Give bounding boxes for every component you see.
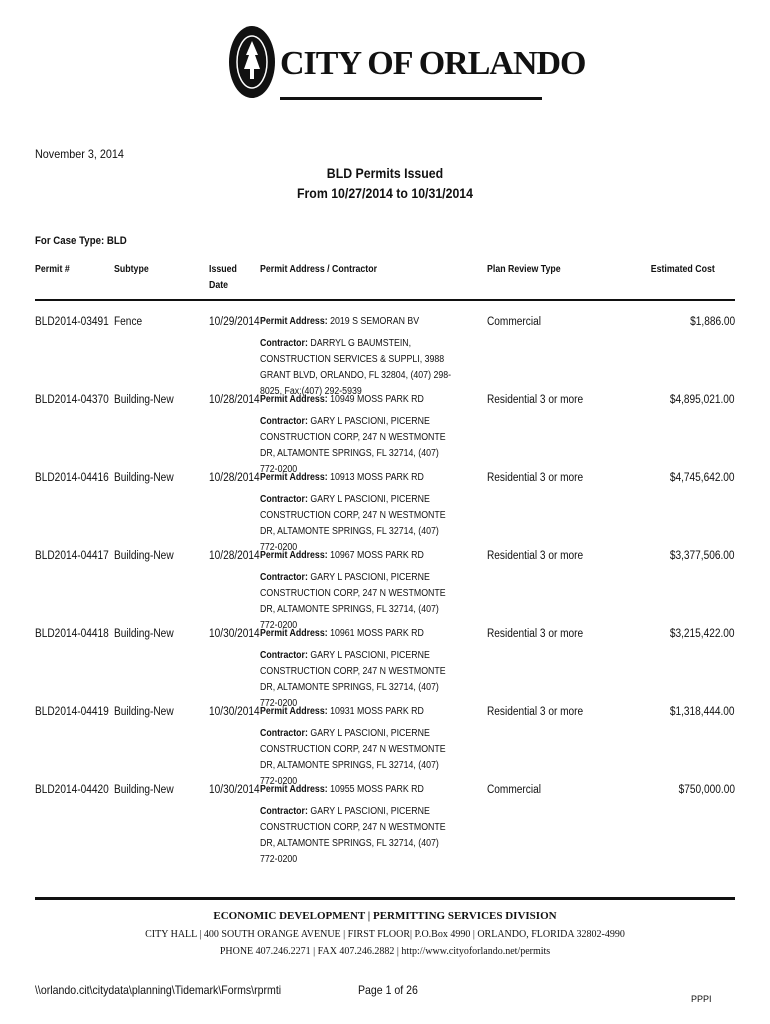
permit-address: Permit Address: 2019 S SEMORAN BV bbox=[260, 316, 420, 327]
table-row bbox=[0, 472, 770, 553]
contractor: Contractor: DARRYL G BAUMSTEIN, CONSTRUCTION SERVICES & SUPPLI, 3988 GRANT BLVD, ORLANDO, FL 32804, (407) 298-8025, Fax:(407) 292-5939 bbox=[260, 338, 452, 397]
report-code: PPPI bbox=[691, 994, 712, 1004]
permit-address: Permit Address: 10955 MOSS PARK RD bbox=[260, 784, 424, 795]
permit-address: Permit Address: 10931 MOSS PARK RD bbox=[260, 706, 424, 717]
plan-review-type: Residential 3 or more bbox=[487, 550, 584, 562]
city-logo bbox=[228, 25, 586, 103]
col-address-contractor: Permit Address / Contractor bbox=[260, 264, 378, 275]
estimated-cost: $4,895,021.00 bbox=[670, 394, 735, 406]
report-date-range: From 10/27/2014 to 10/31/2014 bbox=[296, 185, 474, 201]
permit-subtype: Building-New bbox=[114, 550, 174, 562]
issued-date: 10/28/2014 bbox=[209, 394, 260, 406]
issued-date: 10/30/2014 bbox=[209, 784, 260, 796]
permit-address: Permit Address: 10967 MOSS PARK RD bbox=[260, 550, 424, 561]
permit-subtype: Building-New bbox=[114, 784, 174, 796]
permit-subtype: Building-New bbox=[114, 394, 174, 406]
file-path: \\orlando.cit\citydata\planning\Tidemark\Forms\rprmti bbox=[35, 983, 282, 997]
city-seal-icon bbox=[228, 25, 276, 99]
col-estimated-cost: Estimated Cost bbox=[650, 264, 715, 275]
permit-subtype: Building-New bbox=[114, 628, 174, 640]
table-row bbox=[0, 706, 770, 787]
footer-contact: PHONE 407.246.2271 | FAX 407.246.2882 | http://www.cityoforlando.net/permits bbox=[219, 946, 551, 957]
contractor: Contractor: GARY L PASCIONI, PICERNE CONSTRUCTION CORP, 247 N WESTMONTE DR, ALTAMONTE SPRINGS, FL 32714, (407) 772-0200 bbox=[260, 494, 446, 553]
estimated-cost: $4,745,642.00 bbox=[670, 472, 735, 484]
permit-number: BLD2014-04370 bbox=[35, 394, 109, 406]
issued-date: 10/28/2014 bbox=[209, 472, 260, 484]
plan-review-type: Commercial bbox=[487, 784, 541, 796]
estimated-cost: $750,000.00 bbox=[678, 784, 735, 796]
issued-date: 10/28/2014 bbox=[209, 550, 260, 562]
col-issued-date: Issued Date bbox=[209, 264, 237, 291]
permit-number: BLD2014-04418 bbox=[35, 628, 109, 640]
contractor: Contractor: GARY L PASCIONI, PICERNE CONSTRUCTION CORP, 247 N WESTMONTE DR, ALTAMONTE SPRINGS, FL 32714, (407) 772-0200 bbox=[260, 416, 446, 475]
page-number: Page 1 of 26 bbox=[358, 983, 418, 997]
plan-review-type: Commercial bbox=[487, 316, 541, 328]
case-type: For Case Type: BLD bbox=[35, 235, 127, 247]
permit-subtype: Building-New bbox=[114, 472, 174, 484]
plan-review-type: Residential 3 or more bbox=[487, 394, 584, 406]
footer-divider bbox=[35, 897, 735, 900]
issued-date: 10/30/2014 bbox=[209, 628, 260, 640]
table-row bbox=[0, 394, 770, 475]
logo-underline bbox=[280, 97, 542, 100]
table-row bbox=[0, 316, 770, 397]
report-date: November 3, 2014 bbox=[35, 147, 124, 161]
estimated-cost: $3,215,422.00 bbox=[670, 628, 735, 640]
header-divider bbox=[35, 299, 735, 301]
plan-review-type: Residential 3 or more bbox=[487, 472, 584, 484]
footer-division: ECONOMIC DEVELOPMENT | PERMITTING SERVICES DIVISION bbox=[213, 910, 557, 922]
logo-wordmark: CITY OF ORLANDO bbox=[280, 45, 586, 82]
contractor: Contractor: GARY L PASCIONI, PICERNE CONSTRUCTION CORP, 247 N WESTMONTE DR, ALTAMONTE SPRINGS, FL 32714, (407) 772-0200 bbox=[260, 728, 446, 787]
estimated-cost: $3,377,506.00 bbox=[670, 550, 735, 562]
permit-number: BLD2014-04416 bbox=[35, 472, 109, 484]
issued-date: 10/30/2014 bbox=[209, 706, 260, 718]
report-title: BLD Permits Issued bbox=[326, 165, 444, 181]
table-row bbox=[0, 628, 770, 709]
permit-address: Permit Address: 10961 MOSS PARK RD bbox=[260, 628, 424, 639]
col-subtype: Subtype bbox=[114, 264, 149, 275]
table-row bbox=[0, 550, 770, 631]
col-plan-review: Plan Review Type bbox=[487, 264, 561, 275]
permit-subtype: Fence bbox=[114, 316, 143, 328]
contractor: Contractor: GARY L PASCIONI, PICERNE CONSTRUCTION CORP, 247 N WESTMONTE DR, ALTAMONTE SPRINGS, FL 32714, (407) 772-0200 bbox=[260, 572, 446, 631]
plan-review-type: Residential 3 or more bbox=[487, 706, 584, 718]
estimated-cost: $1,886.00 bbox=[689, 316, 735, 328]
footer-address: CITY HALL | 400 SOUTH ORANGE AVENUE | FIRST FLOOR| P.O.Box 4990 | ORLANDO, FLORIDA 32802-4990 bbox=[145, 929, 625, 940]
contractor: Contractor: GARY L PASCIONI, PICERNE CONSTRUCTION CORP, 247 N WESTMONTE DR, ALTAMONTE SPRINGS, FL 32714, (407) 772-0200 bbox=[260, 650, 446, 709]
permit-number: BLD2014-04420 bbox=[35, 784, 109, 796]
contractor: Contractor: GARY L PASCIONI, PICERNE CONSTRUCTION CORP, 247 N WESTMONTE DR, ALTAMONTE SPRINGS, FL 32714, (407) 772-0200 bbox=[260, 806, 446, 865]
table-row bbox=[0, 784, 770, 865]
plan-review-type: Residential 3 or more bbox=[487, 628, 584, 640]
issued-date: 10/29/2014 bbox=[209, 316, 260, 328]
permit-address: Permit Address: 10913 MOSS PARK RD bbox=[260, 472, 424, 483]
col-permit: Permit # bbox=[35, 264, 70, 275]
permit-number: BLD2014-04417 bbox=[35, 550, 109, 562]
permit-subtype: Building-New bbox=[114, 706, 174, 718]
permit-address: Permit Address: 10949 MOSS PARK RD bbox=[260, 394, 424, 405]
permit-number: BLD2014-03491 bbox=[35, 316, 109, 328]
permit-number: BLD2014-04419 bbox=[35, 706, 109, 718]
estimated-cost: $1,318,444.00 bbox=[670, 706, 735, 718]
